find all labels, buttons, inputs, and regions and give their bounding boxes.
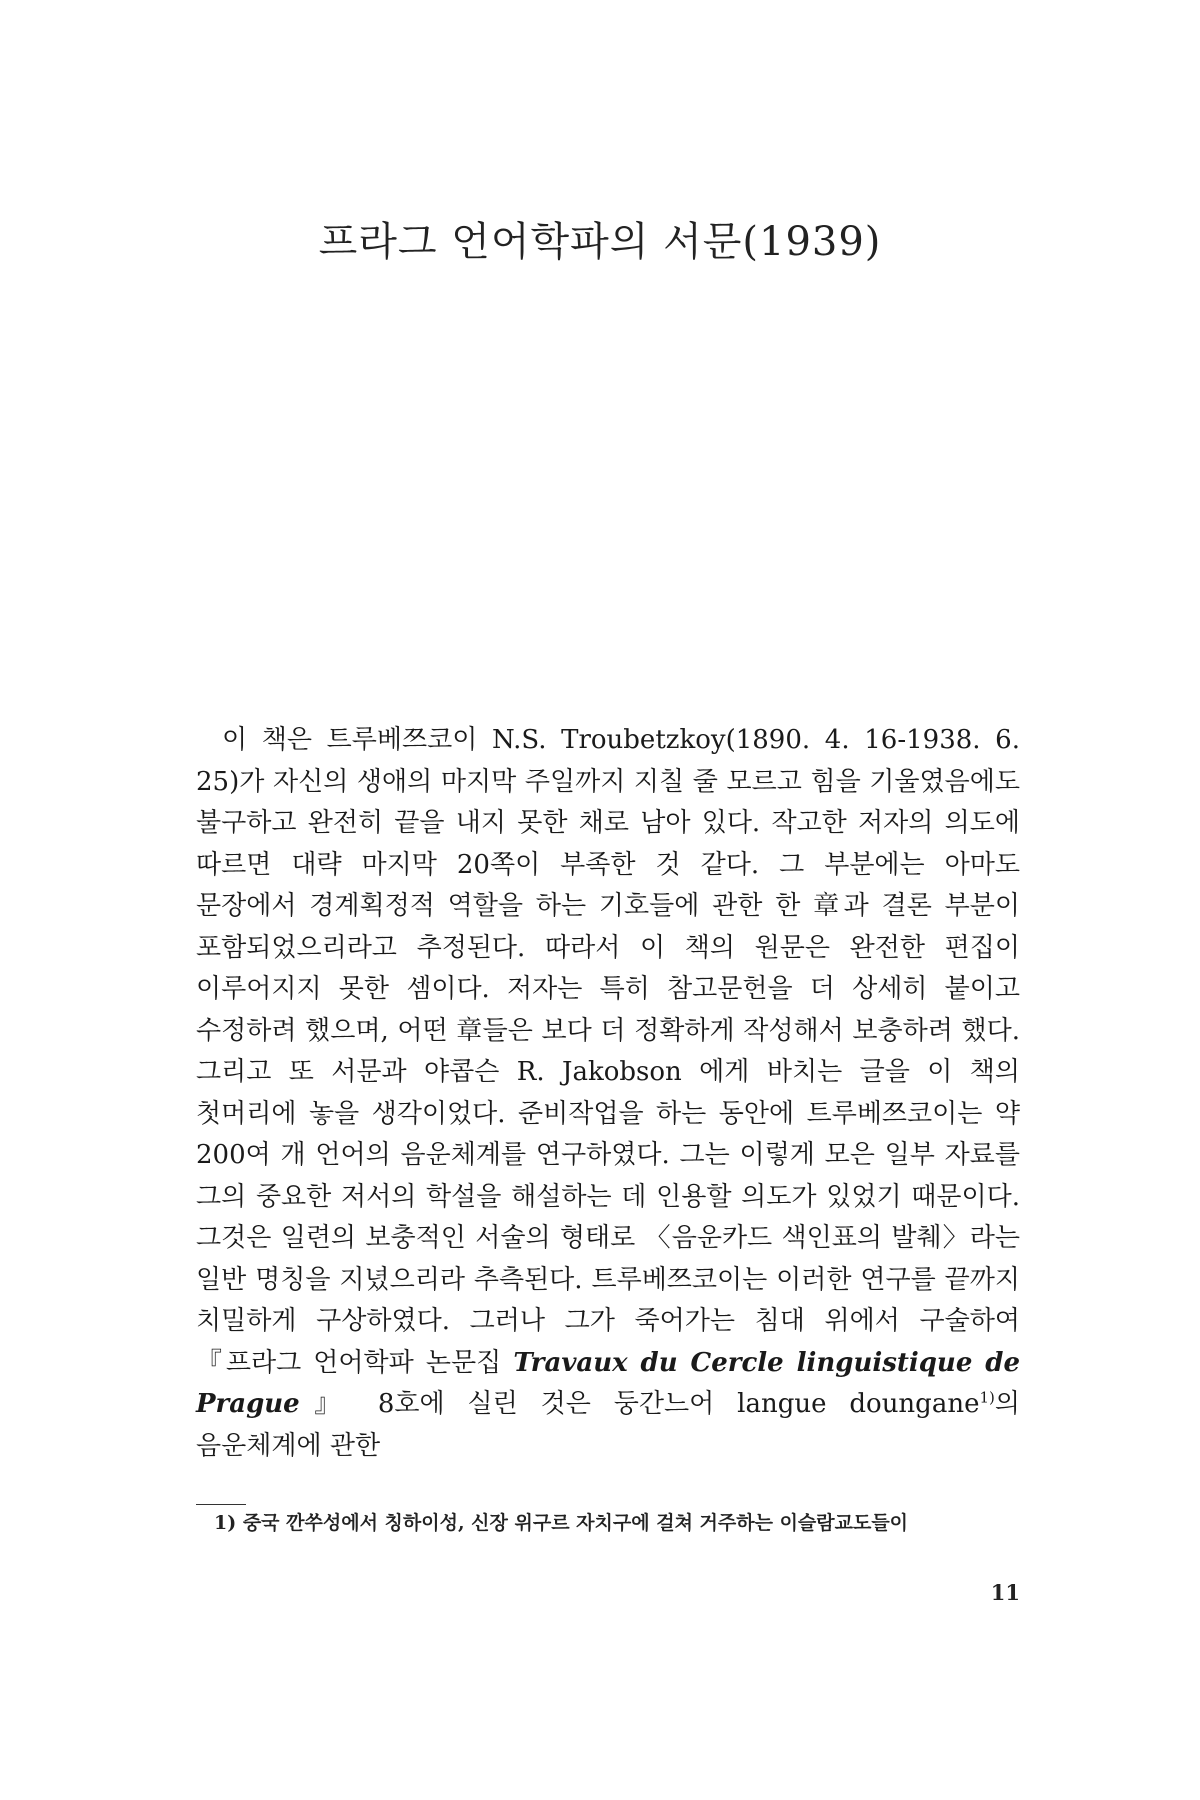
footnote: 1) 중국 깐쑤성에서 칭하이성, 신장 위구르 자치구에 걸쳐 거주하는 이슬람교도들이 <box>214 1512 909 1534</box>
page-number: 11 <box>990 1580 1020 1605</box>
journal-title: Travaux du Cercle linguistique de Prague <box>196 1347 1020 1419</box>
body-text-part-1: 이 책은 트루베쯔코이 N.S. Troubetzkoy(1890. 4. 16-1938. 6. 25)가 자신의 생애의 마지막 주일까지 지칠 줄 모르고 힘을 기울였음에도 불구하고 완전히 끝을 내지 못한 채로 남아 있다. 작고한 저자의 의도에 따르면 대략 마지막 20쪽이 부족한 것 같다. 그 부분에는 아마도 문장에서 경계획정적 역할을 하는 기호들에 관한 한 章과 결론 부분이 포함되었으리라고 추정된다. 따라서 이 책의 원문은 완전한 편집이 이루어지지 못한 셈이다. 저자는 특히 참고문헌을 더 상세히 붙이고 수정하려 했으며, 어떤 章들은 보다 더 정확하게 작성해서 보충하려 했다. 그리고 또 서문과 야콥슨 R. Jakobson 에게 바치는 글을 이 책의 첫머리에 놓을 생각이었다. 준비작업을 하는 동안에 트루베쯔코이는 약 200여 개 언어의 음운체계를 연구하였다. 그는 이렇게 모은 일부 자료를 그의 중요한 저서의 학설을 해설하는 데 인용할 의도가 있었기 때문이다. 그것은 일련의 보충적인 서술의 형태로 〈음운카드 색인표의 발췌〉라는 일반 명칭을 지녔으리라 추측된다. 트루베쯔코이는 이러한 연구를 끝까지 치밀하게 구상하였다. 그러나 그가 죽어가는 침대 위에서 구술하여 『프라그 언어학파 논문집 <box>196 725 1020 1378</box>
footnote-reference: 1) <box>979 1388 995 1407</box>
body-text-part-2: 』 8호에 실린 것은 둥간느어 langue doungane <box>299 1389 980 1419</box>
chapter-title: 프라그 언어학파의 서문(1939) <box>318 219 882 265</box>
body-paragraph <box>196 720 1020 1467</box>
body-text-part-3: 의 음운체계에 관한 <box>196 1389 1020 1461</box>
footnote-divider <box>196 1504 246 1505</box>
